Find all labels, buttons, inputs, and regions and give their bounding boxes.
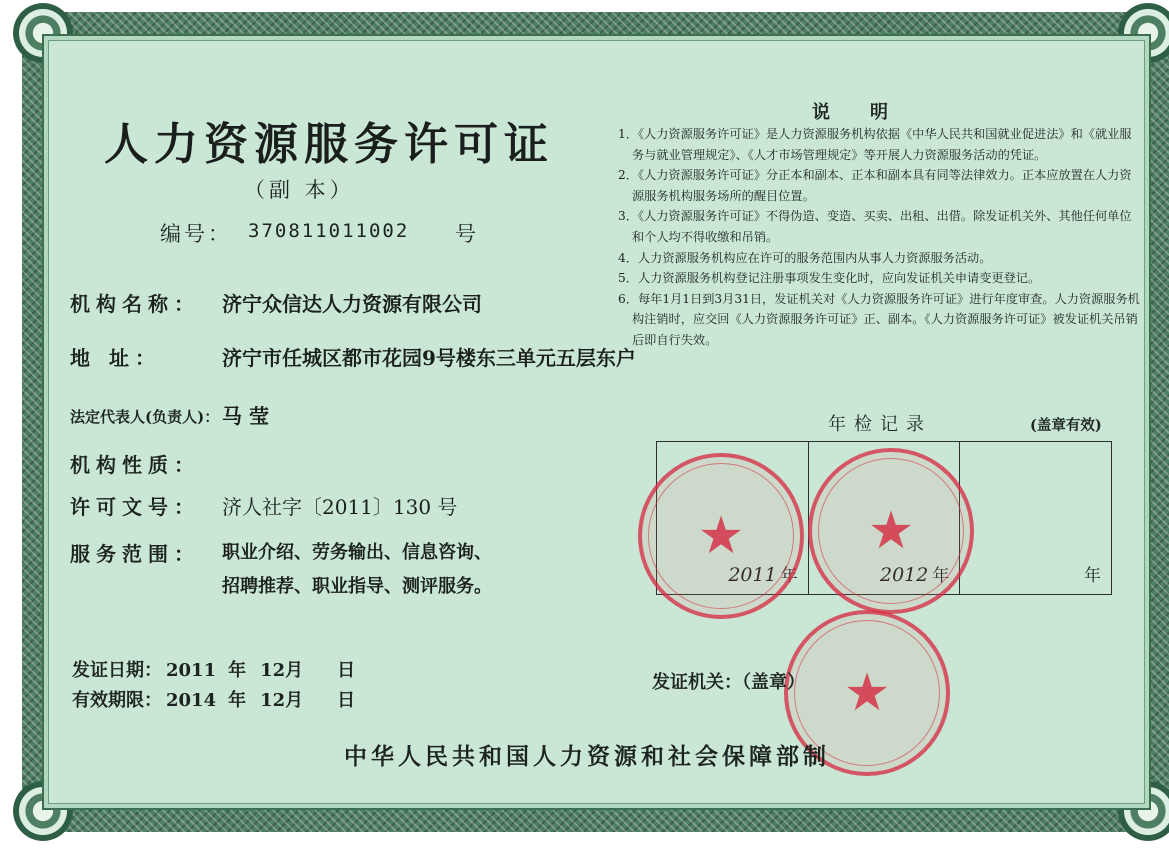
description-list — [618, 124, 1140, 351]
description-item: 2．《人力资源服务许可证》分正本和副本、正本和副本具有同等法律效力。正本应放置在人力资源服务机构服务场所的醒目位置。 — [618, 168, 1132, 203]
official-seal-stamp-icon: ★ — [784, 610, 950, 776]
description-item: 3．《人力资源服务许可证》不得伪造、变造、买卖、出租、出借。除发证机关外、其他任何单位和个人均不得收缴和吊销。 — [618, 209, 1132, 244]
issue-date-year: 2011 — [166, 660, 217, 681]
field-label-org-name: 机构名称： — [70, 292, 200, 316]
issue-date-label: 发证日期： — [72, 660, 162, 681]
official-seal-stamp-icon: ★ — [808, 448, 974, 614]
description-item: 6．每年1月1日到3月31日，发证机关对《人力资源服务许可证》进行年度审查。人力资源服务机构注销时，应交回《人力资源服务许可证》正、副本。《人力资源服务许可证》被发证机关吊销后即自行失效。 — [618, 291, 1140, 347]
field-value-permit-no: 济人社字〔2011〕130 号 — [222, 495, 458, 519]
issue-date — [72, 656, 355, 682]
valid-until-year: 2014 — [166, 690, 217, 711]
issuing-authority: 发证机关：（盖章） — [652, 672, 805, 693]
field-label-service-scope: 服务范围： — [70, 542, 200, 566]
description-item: 1．《人力资源服务许可证》是人力资源服务机构依据《中华人民共和国就业促进法》和《就业服务与就业管理规定》、《人才市场管理规定》等开展人力资源服务活动的凭证。 — [618, 127, 1132, 162]
valid-until-year-char: 年 — [228, 690, 247, 711]
number-label: 编号： — [160, 222, 232, 246]
field-label-representative: 法定代表人(负责人)： — [70, 408, 220, 426]
handwritten-year: 2011 — [728, 564, 777, 586]
handwritten-year: 2012 — [879, 564, 929, 586]
description-item: 5．人力资源服务机构登记注册事项发生变化时，应向发证机关申请变更登记。 — [618, 271, 1041, 286]
field-value-service-scope-2: 招聘推荐、职业指导、测评服务。 — [222, 576, 492, 597]
year-char: 年 — [1084, 566, 1102, 586]
valid-until-day: 日 — [337, 690, 356, 711]
field-label-org-type: 机构性质： — [70, 453, 200, 477]
field-label-address: 地 址： — [70, 346, 161, 370]
year-char: 年 — [780, 566, 798, 586]
number-suffix: 号 — [455, 222, 476, 246]
number-value: 370811011002 — [248, 220, 410, 242]
field-value-org-name: 济宁众信达人力资源有限公司 — [222, 292, 482, 316]
description-item: 4．人力资源服务机构应在许可的服务范围内从事人力资源服务活动。 — [618, 250, 992, 265]
field-value-service-scope: 职业介绍、劳务输出、信息咨询、 — [222, 542, 492, 563]
annual-check-cell — [960, 442, 1111, 594]
annual-check-title: 年检记录 — [828, 414, 932, 435]
issue-date-month: 12月 — [260, 660, 304, 681]
valid-until-month: 12月 — [260, 690, 304, 711]
official-seal-stamp-icon: ★ — [638, 453, 804, 619]
certificate-title: 人力资源服务许可证 — [104, 119, 554, 170]
issue-date-year-char: 年 — [228, 660, 247, 681]
annual-check-note: (盖章有效) — [1030, 417, 1102, 434]
issue-date-day: 日 — [337, 660, 356, 681]
field-value-representative: 马 莹 — [222, 404, 269, 428]
field-label-permit-no: 许可文号： — [70, 495, 200, 519]
description-title: 说明 — [812, 102, 928, 123]
certificate-subtitle: （副 本） — [244, 178, 355, 202]
valid-until-label: 有效期限： — [72, 690, 162, 711]
issuing-ministry-footer: 中华人民共和国人力资源和社会保障部制 — [344, 743, 830, 770]
field-value-address: 济宁市任城区都市花园9号楼东三单元五层东户 — [222, 346, 636, 370]
year-char: 年 — [932, 566, 950, 586]
valid-until — [72, 686, 355, 712]
